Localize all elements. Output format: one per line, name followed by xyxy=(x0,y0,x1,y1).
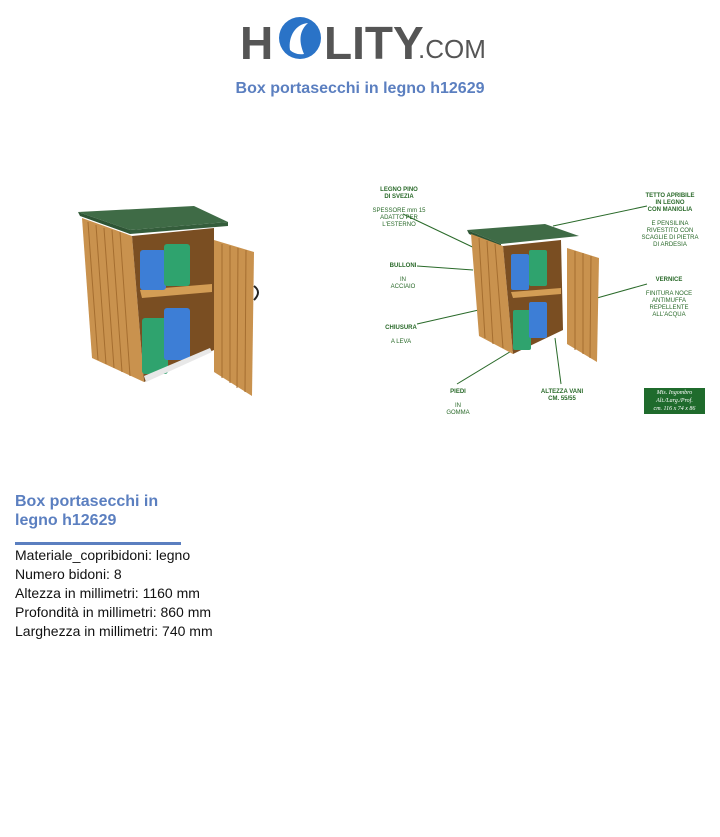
label-piedi: PIEDI IN GOMMA xyxy=(446,389,470,416)
spec-width: Larghezza in millimetri: 740 mm xyxy=(15,623,213,639)
product-image[interactable] xyxy=(74,200,264,405)
label-chiusura: CHIUSURA A LEVA xyxy=(385,325,417,345)
spec-material: Materiale_copribidoni: legno xyxy=(15,547,191,563)
logo-word: LITY xyxy=(324,17,424,69)
spec-depth: Profondità in millimetri: 860 mm xyxy=(15,604,212,620)
label-vernice: VERNICE FINITURA NOCE ANTIMUFFA REPELLENTE ALL'ACQUA xyxy=(645,277,693,318)
page-title: Box portasecchi in legno h12629 xyxy=(235,80,485,97)
dimensions-badge: Mis. Ingombro Alt./Larg./Prof. cm. 116 x 74 x 86 xyxy=(644,388,705,414)
spec-bin-count: Numero bidoni: 8 xyxy=(15,566,122,582)
logo-suffix: .COM xyxy=(418,34,486,64)
logo-letter-h: H xyxy=(240,17,274,69)
product-title: Box portasecchi in legno h12629 xyxy=(15,493,159,529)
product-detail-image[interactable] xyxy=(365,178,710,418)
logo-circle-icon xyxy=(278,14,322,62)
spec-height: Altezza in millimetri: 1160 mm xyxy=(15,585,200,601)
title-divider xyxy=(15,542,181,545)
spec-list xyxy=(15,546,213,641)
label-altezza-vani: ALTEZZA VANI CM. 55/55 xyxy=(540,389,584,402)
label-bulloni: BULLONI IN ACCIAIO xyxy=(389,263,417,290)
label-tetto: TETTO APRIBILE IN LEGNO CON MANIGLIA E PENSILINA RIVESTITO CON SCAGLIE DI PIETRA DI ARDESIA xyxy=(641,193,699,248)
holity-logo[interactable] xyxy=(240,14,490,69)
label-legno: LEGNO PINO DI SVEZIA SPESSORE mm 15 ADATTO PER L'ESTERNO xyxy=(372,187,426,228)
